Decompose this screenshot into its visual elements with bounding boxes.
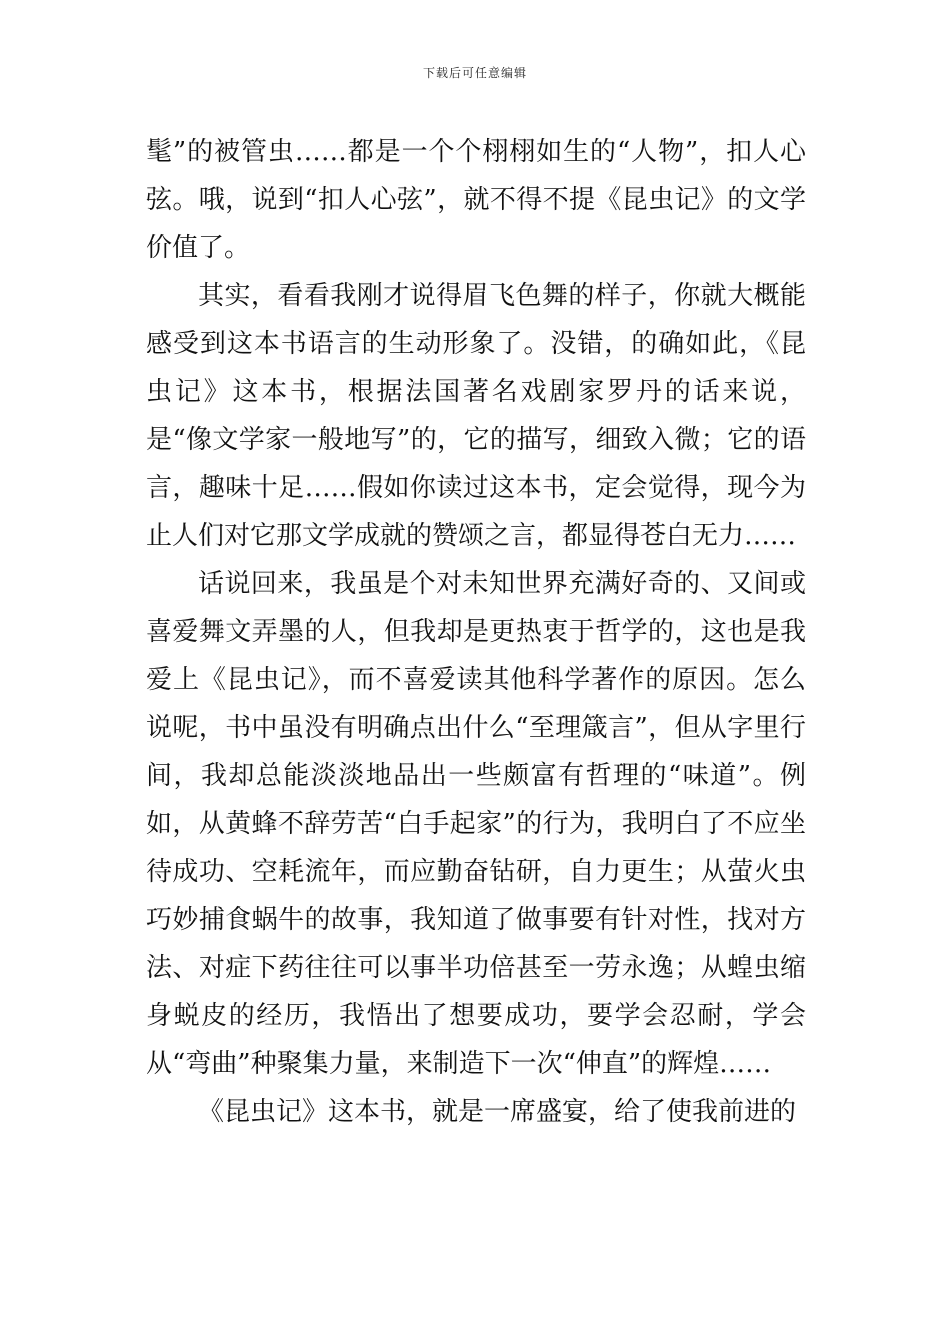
paragraph-4: 《昆虫记》这本书，就是一席盛宴，给了使我前进的: [198, 1097, 797, 1127]
paragraph-1: 髦”的被管虫……都是一个个栩栩如生的“人物”，扣人心弦。哦，说到“扣人心弦”，就不得不提《昆虫记》的文学价值了。: [146, 137, 806, 263]
paragraph-3: 话说回来，我虽是个对未知世界充满好奇的、又间或喜爱舞文弄墨的人，但我却是更热衷于哲学的，这也是我爱上《昆虫记》，而不喜爱读其他科学著作的原因。怎么说呢，书中虽没有明确点出什么“至理箴言”，但从字里行间，我却总能淡淡地品出一些颇富有哲理的“味道”。例如，从黄蜂不辞劳苦“白手起家”的行为，我明白了不应坐待成功、空耗流年，而应勤奋钻研，自力更生；从萤火虫巧妙捕食蜗牛的故事，我知道了做事要有针对性，找对方法、对症下药往往可以事半功倍甚至一劳永逸；从蝗虫缩身蜕皮的经历，我悟出了想要成功，要学会忍耐，学会从“弯曲”种聚集力量，来制造下一次“伸直”的辉煌……: [146, 569, 806, 1079]
page-header: 下载后可任意编辑: [422, 66, 527, 80]
paragraph-2: 其实，看看我刚才说得眉飞色舞的样子，你就大概能感受到这本书语言的生动形象了。没错，的确如此，《昆虫记》这本书，根据法国著名戏剧家罗丹的话来说，是“像文学家一般地写”的，它的描写，细致入微；它的语言，趣味十足……假如你读过这本书，定会觉得，现今为止人们对它那文学成就的赞颂之言，都显得苍白无力……: [146, 281, 806, 551]
body-text: [146, 128, 806, 1136]
